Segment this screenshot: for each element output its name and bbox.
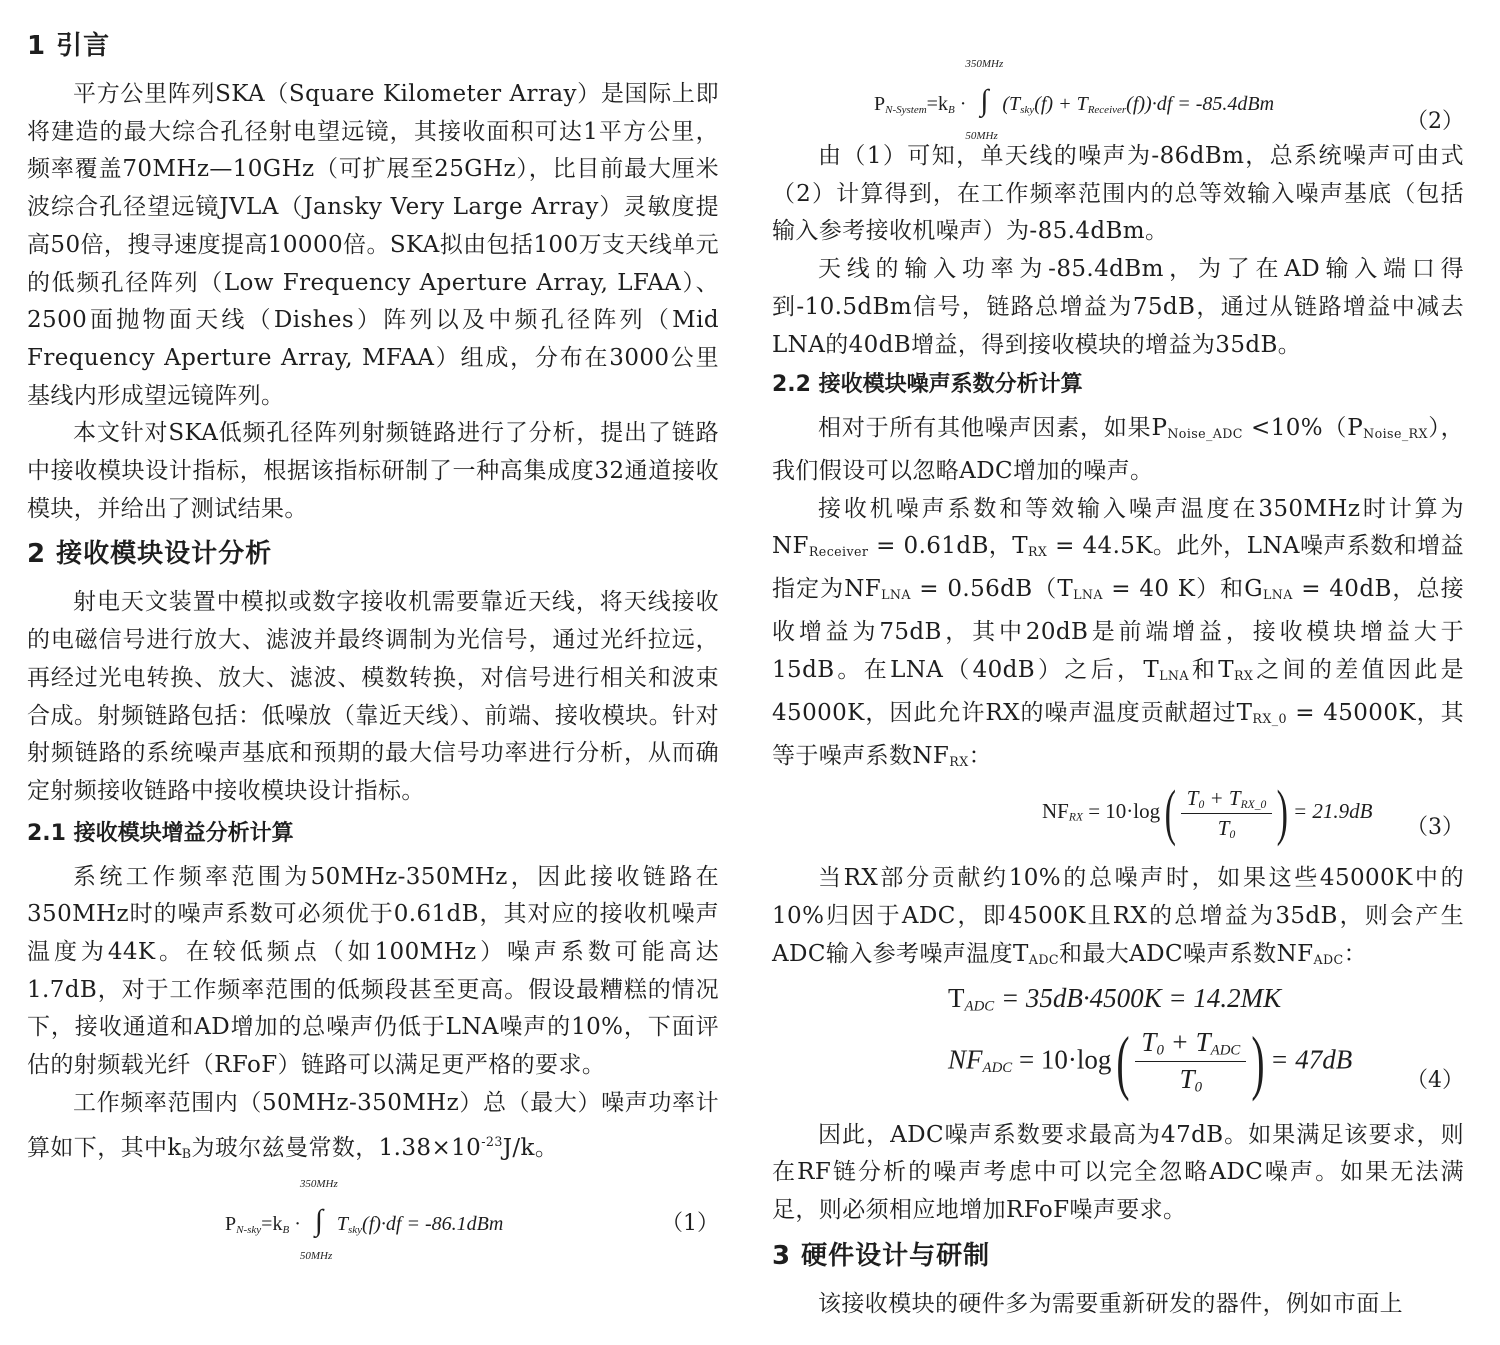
eq2-body-sub-2: Receiver xyxy=(1087,103,1127,116)
text-run: 当RX部分贡献约10%的总噪声时，如果这些45000K中的10%归因于ADC，即4500K且RX的总增益为35dB，则会产生ADC输入参考噪声温度T xyxy=(772,865,1464,967)
input-power-paragraph: 天线的输入功率为-85.4dBm，为了在AD输入端口得到-10.5dBm信号，链路总增益为75dB，通过从链路增益中减去LNA的40dB增益，得到接收模块的增益为35dB。 xyxy=(772,256,1464,358)
subscript: RX xyxy=(949,753,969,769)
eq3-numerator xyxy=(1181,786,1272,814)
adc-requirement-paragraph: 因此，ADC噪声系数要求最高为47dB。如果满足该要求，则在RF链分析的噪声考虑中可以完全忽略ADC噪声。如果无法满足，则必须相应地增加RFoF噪声要求。 xyxy=(772,1121,1464,1224)
subscript: Noise_RX xyxy=(1363,426,1428,442)
text-run: 为玻尔兹曼常数，1.38×10 xyxy=(191,1134,482,1161)
eq1-upper-limit: 350MHz xyxy=(299,1178,338,1191)
equation-3-number: （3） xyxy=(1406,815,1464,841)
text-run: = 0.61dB，T xyxy=(868,533,1028,560)
equation-4-number: （4） xyxy=(1406,1067,1464,1093)
superscript: -23 xyxy=(481,1133,503,1149)
eq4b-num-t: T xyxy=(1141,1026,1157,1057)
right-paren-icon: ) xyxy=(1276,779,1289,848)
text-run: = 0.56dB（T xyxy=(910,576,1074,603)
eq3-num-sub-2: RX_0 xyxy=(1240,798,1267,811)
integral-icon: ∫ xyxy=(980,84,989,117)
equation-2 xyxy=(772,20,1464,142)
subscript: RX_0 xyxy=(1252,710,1287,726)
eq4b-lhs: NF xyxy=(948,1044,983,1075)
eq1-k-sub: B xyxy=(282,1224,290,1237)
equation-4b xyxy=(772,1021,1464,1117)
eq2-tail: (f))·df = -85.4dBm xyxy=(1126,93,1275,115)
subscript: Noise_ADC xyxy=(1167,426,1243,442)
equation-4a xyxy=(772,979,1464,1027)
gain-analysis-paragraph-1: 系统工作频率范围为50MHz-350MHz，因此接收链路在350MHz时的噪声系数可必须优于0.61dB，其对应的接收机噪声温度为44K。在较低频点（如100MHz）噪声系数可能高达1.7dB，对于工作频率范围的低频段甚至更高。假设最糟糕的情况下，接收通道和AD增加的总噪声仍低于LNA噪声的10%，下面评估的射频载光纤（RFoF）链路可以满足更严格的要求。 xyxy=(27,863,719,1079)
eq4b-tail: = 47dB xyxy=(1270,1044,1353,1075)
eq2-k: =k xyxy=(926,93,948,115)
text-run: 工作频率范围内（50MHz-350MHz）总（最大）噪声功率计算如下，其中k xyxy=(27,1089,719,1161)
equation-1-number: （1） xyxy=(661,1211,719,1237)
eq2-lhs: P xyxy=(874,93,886,115)
right-paren-icon: ) xyxy=(1251,1021,1265,1102)
subscript: RX xyxy=(1028,544,1048,560)
noise-factor-paragraph-2 xyxy=(772,491,1464,781)
left-column xyxy=(27,22,719,1268)
section-2-heading: 2 接收模块设计分析 xyxy=(27,539,273,570)
equation-4b-body xyxy=(948,1021,1353,1102)
eq3-lhs-sub: RX xyxy=(1068,812,1083,825)
eq3-den-sub: 0 xyxy=(1229,828,1236,841)
eq4b-den-t: T xyxy=(1179,1064,1195,1095)
intro-paragraph-2: 本文针对SKA低频孔径阵列射频链路进行了分析，提出了链路中接收模块设计指标，根据该指标研制了一种高集成度32通道接收模块，并给出了测试结果。 xyxy=(27,420,719,522)
equation-4a-body xyxy=(948,983,1281,1016)
eq1-lhs-sub: N-sky xyxy=(236,1224,262,1237)
eq3-den-t: T xyxy=(1217,815,1230,840)
eq1-integrand: T xyxy=(336,1213,348,1236)
eq3-num-plus: + T xyxy=(1204,785,1241,810)
section-2-1-heading: 2.1 接收模块增益分析计算 xyxy=(27,820,294,846)
adc-noise-paragraph xyxy=(772,860,1464,978)
eq4b-num-sub: 0 xyxy=(1156,1042,1164,1059)
text-run: 和最大ADC噪声系数NF xyxy=(1058,940,1314,967)
eq2-body: (T xyxy=(1002,93,1021,115)
equation-1-body: PN-sky=kB · 350MHz ∫ 50MHz Tsky(f)·df = -86.1dBm xyxy=(225,1178,504,1263)
eq2-k-sub: B xyxy=(947,103,955,116)
eq4b-num-plus: + T xyxy=(1163,1026,1211,1057)
design-analysis-paragraph: 射电天文装置中模拟或数字接收机需要靠近天线，将天线接收的电磁信号进行放大、滤波并最终调制为光信号，通过光纤拉远，再经过光电转换、放大、滤波、模数转换，对信号进行相关和波束合成。射频链路包括：低噪放（靠近天线）、前端、接收模块。针对射频链路的系统噪声基底和预期的最大信号功率进行分析，从而确定射频接收链路中接收模块设计指标。 xyxy=(27,589,719,804)
hardware-paragraph: 该接收模块的硬件多为需要重新研发的器件，例如市面上 xyxy=(818,1290,1403,1317)
subscript: LNA xyxy=(1159,668,1189,684)
eq4b-fraction xyxy=(1135,1027,1246,1097)
noise-factor-paragraph-1 xyxy=(772,410,1464,491)
eq1-lower-limit: 50MHz xyxy=(299,1250,333,1263)
eq1-tail: (f)·df = -86.1dBm xyxy=(362,1213,504,1236)
eq1-k: =k xyxy=(261,1213,283,1236)
system-noise-paragraph: 由（1）可知，单天线的噪声为-86dBm，总系统噪声可由式（2）计算得到，在工作频率范围内的总等效输入噪声基底（包括输入参考接收机噪声）为-85.4dBm。 xyxy=(772,143,1464,245)
subscript: RX xyxy=(1233,668,1254,684)
text-run: ： xyxy=(968,742,993,769)
eq3-num-t: T xyxy=(1186,785,1199,810)
text-run: ），我们假设可以忽略ADC增加的噪声。 xyxy=(772,415,1464,485)
text-run: = 44.5K。此外，LNA噪声系数和增益指定为NF xyxy=(772,533,1464,603)
eq4b-den-sub: 0 xyxy=(1194,1080,1203,1097)
section-1-heading: 1 引言 xyxy=(27,31,111,61)
equation-2-number: （2） xyxy=(1406,109,1464,134)
subscript: LNA xyxy=(1263,587,1293,603)
eq4a-tail: = 35dB·4500K = 14.2MK xyxy=(1000,982,1282,1013)
intro-paragraph-1: 平方公里阵列SKA（Square Kilometer Array）是国际上即将建造的最大综合孔径射电望远镜，其接收面积可达1平方公里，频率覆盖70MHz—10GHz（可扩展至25GHz），比目前最大厘米波综合孔径望远镜JVLA（Jansky Very Large Array）灵敏度提高50倍，搜寻速度提高10000倍。SKA拟由包括100万支天线单元的低频孔径阵列（Low Frequency Aperture Array, LFAA）、2500面抛物面天线（Dishes）阵列以及中频孔径阵列（Mid Frequency Aperture Array, MFAA）组成，分布在3000公里基线内形成望远镜阵列。 xyxy=(27,81,719,409)
text-run: 接收机噪声系数和等效输入噪声温度在350MHz时计算为NF xyxy=(772,495,1464,560)
gain-analysis-paragraph-2 xyxy=(27,1085,719,1172)
equation-1 xyxy=(27,1172,719,1268)
subscript: ADC xyxy=(1028,952,1059,968)
eq4a-lhs: T xyxy=(948,982,965,1013)
eq2-lower-limit: 50MHz xyxy=(965,130,998,142)
eq1-integral xyxy=(299,1178,338,1263)
eq2-body-sub-1: sky xyxy=(1020,103,1035,116)
eq4b-mid: = 10·log xyxy=(1018,1044,1112,1075)
eq2-body-mid: (f) + T xyxy=(1034,93,1088,115)
text-run: ： xyxy=(1343,940,1368,967)
equation-3-body xyxy=(1042,779,1373,848)
right-column xyxy=(772,22,1464,1324)
text-run: 之间的差值因此是45000K，因此允许RX的噪声温度贡献超过T xyxy=(772,656,1464,726)
text-run: 相对于所有其他噪声因素，如果P xyxy=(818,415,1168,442)
equation-3 xyxy=(772,780,1464,860)
eq2-upper-limit: 350MHz xyxy=(965,58,1004,70)
eq3-num-sub: 0 xyxy=(1198,798,1205,811)
left-paren-icon: ( xyxy=(1164,779,1177,848)
eq3-mid: = 10·log xyxy=(1088,799,1161,824)
eq3-denominator xyxy=(1181,814,1272,841)
eq4b-lhs-sub: ADC xyxy=(982,1059,1013,1076)
text-run: = 40dB，总接收增益为75dB，其中20dB是前端增益，接收模块增益大于15dB。在LNA（40dB）之后，T xyxy=(772,576,1464,683)
eq4b-numerator xyxy=(1135,1027,1246,1063)
eq3-fraction xyxy=(1181,786,1272,841)
section-2-2-heading: 2.2 接收模块噪声系数分析计算 xyxy=(772,372,1083,398)
text-run: 和T xyxy=(1188,656,1234,683)
text-run: J/k。 xyxy=(502,1134,559,1161)
eq2-integral xyxy=(965,58,1004,142)
text-run: = 40 K）和G xyxy=(1102,576,1264,603)
subscript: Receiver xyxy=(808,544,869,560)
eq3-tail: = 21.9dB xyxy=(1292,799,1373,824)
eq1-lhs: P xyxy=(225,1213,237,1236)
text-run: = 45000K，其等于噪声系数NF xyxy=(772,699,1464,769)
equation-2-body: PN-System=kB · 350MHz ∫ 50MHz (Tsky(f) + TReceiver(f))·df = -85.4dBm xyxy=(874,58,1275,142)
text-run: <10%（P xyxy=(1242,415,1364,442)
eq4a-lhs-sub: ADC xyxy=(964,998,995,1015)
eq4b-denominator xyxy=(1135,1062,1246,1097)
subscript: LNA xyxy=(881,587,911,603)
eq1-integrand-sub: sky xyxy=(347,1224,363,1237)
subscript: B xyxy=(181,1145,192,1161)
eq4b-num-sub-2: ADC xyxy=(1210,1042,1241,1059)
left-paren-icon: ( xyxy=(1116,1021,1131,1102)
integral-icon: ∫ xyxy=(314,1204,323,1238)
section-3-heading: 3 硬件设计与研制 xyxy=(772,1240,991,1271)
eq2-lhs-sub: N-System xyxy=(885,103,927,116)
eq3-lhs: NF xyxy=(1042,799,1069,824)
subscript: LNA xyxy=(1073,587,1103,603)
subscript: ADC xyxy=(1313,952,1344,968)
